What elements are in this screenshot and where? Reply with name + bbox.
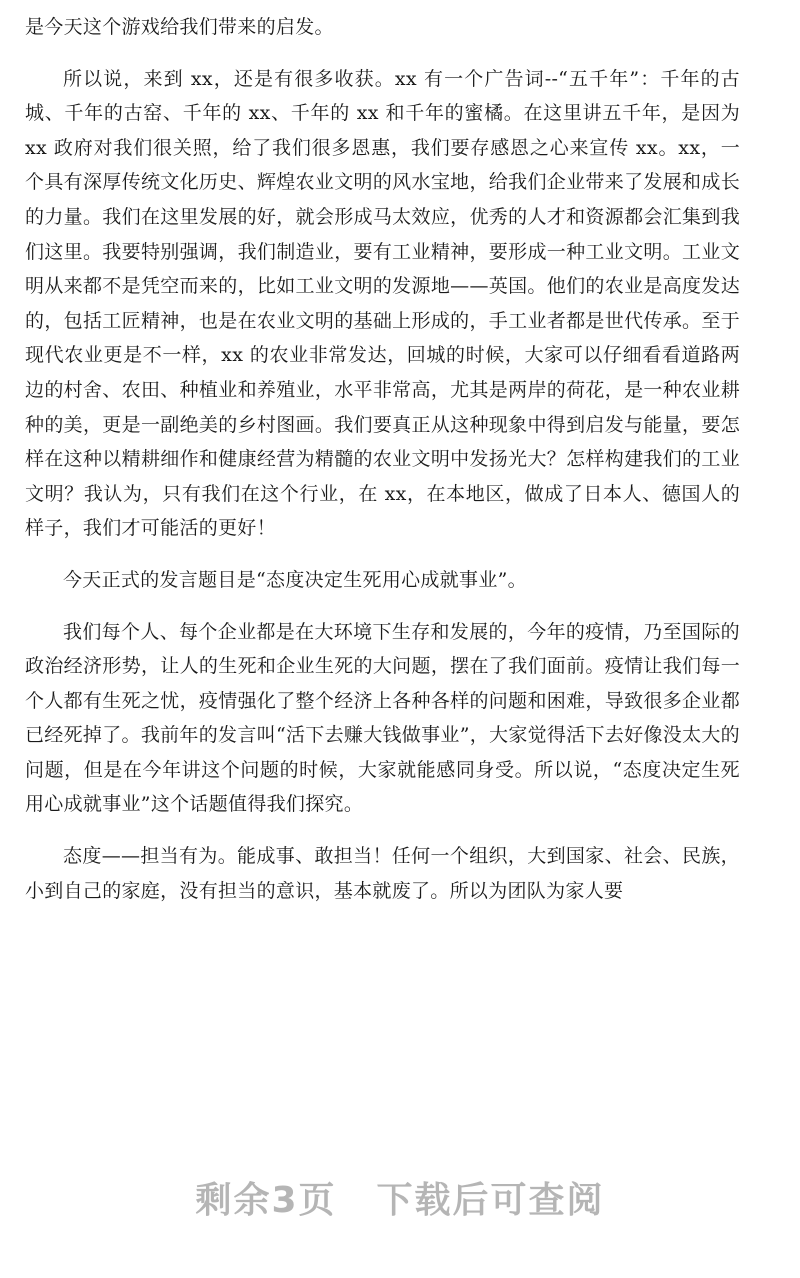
paragraph-5: 态度——担当有为。能成事、敢担当！任何一个组织，大到国家、社会、民族，小到自己的家庭，没有担当的意识，基本就废了。所以为团队为家人要 — [25, 845, 740, 902]
paragraph-4: 我们每个人、每个企业都是在大环境下生存和发展的，今年的疫情，乃至国际的政治经济形势，让人的生死和企业生死的大问题，摆在了我们面前。疫情让我们每一个人都有生死之忧，疫情强化了整个经济上各种各样的问题和困难，导致很多企业都已经死掉了。我前年的发言叫“活下去赚大钱做事业”，大家觉得活下去好像没太大的问题，但是在今年讲这个问题的时候，大家就能感同身受。所以说，“态度决定生死用心成就事业”这个话题值得我们探究。 — [25, 620, 740, 816]
paragraph-2: 所以说，来到 xx，还是有很多收获。xx 有一个广告词--“五千年”：千年的古城、千年的古窑、千年的 xx、千年的 xx 和千年的蜜橘。在这里讲五千年，是因为 xx 政府对我们很关照，给了我们很多恩惠，我们要存感恩之心来宣传 xx。xx，一个具有深厚传统文化历史、辉煌农业文明的风水宝地，给我们企业带来了发展和成长的力量。我们在这里发展的好，就会形成马太效应，优秀的人才和资源都会汇集到我们这里。我要特别强调，我们制造业，要有工业精神，要形成一种工业文明。工业文明从来都不是凭空而来的，比如工业文明的发源地——英国。他们的农业是高度发达的，包括工匠精神，也是在农业文明的基础上形成的，手工业者都是世代传承。至于现代农业更是不一样，xx 的农业非常发达，回城的时候，大家可以仔细看看道路两边的村舍、农田、种植业和养殖业，水平非常高，尤其是两岸的荷花，是一种农业耕种的美，更是一副绝美的乡村图画。我们要真正从这种现象中得到启发与能量，要怎样在这种以精耕细作和健康经营为精髓的农业文明中发扬光大？怎样构建我们的工业文明？我认为，只有我们在这个行业，在 xx，在本地区，做成了日本人、德国人的样子，我们才可能活的更好！ — [25, 67, 740, 540]
document-body — [25, 10, 740, 925]
download-hint-label[interactable]: 下载后可查阅 — [376, 1180, 605, 1221]
download-banner[interactable] — [0, 1172, 800, 1223]
remaining-pages-label[interactable]: 剩余3页 — [195, 1180, 337, 1221]
paragraph-3: 今天正式的发言题目是“态度决定生死用心成就事业”。 — [63, 568, 527, 591]
paragraph-1: 是今天这个游戏给我们带来的启发。 — [25, 16, 334, 38]
